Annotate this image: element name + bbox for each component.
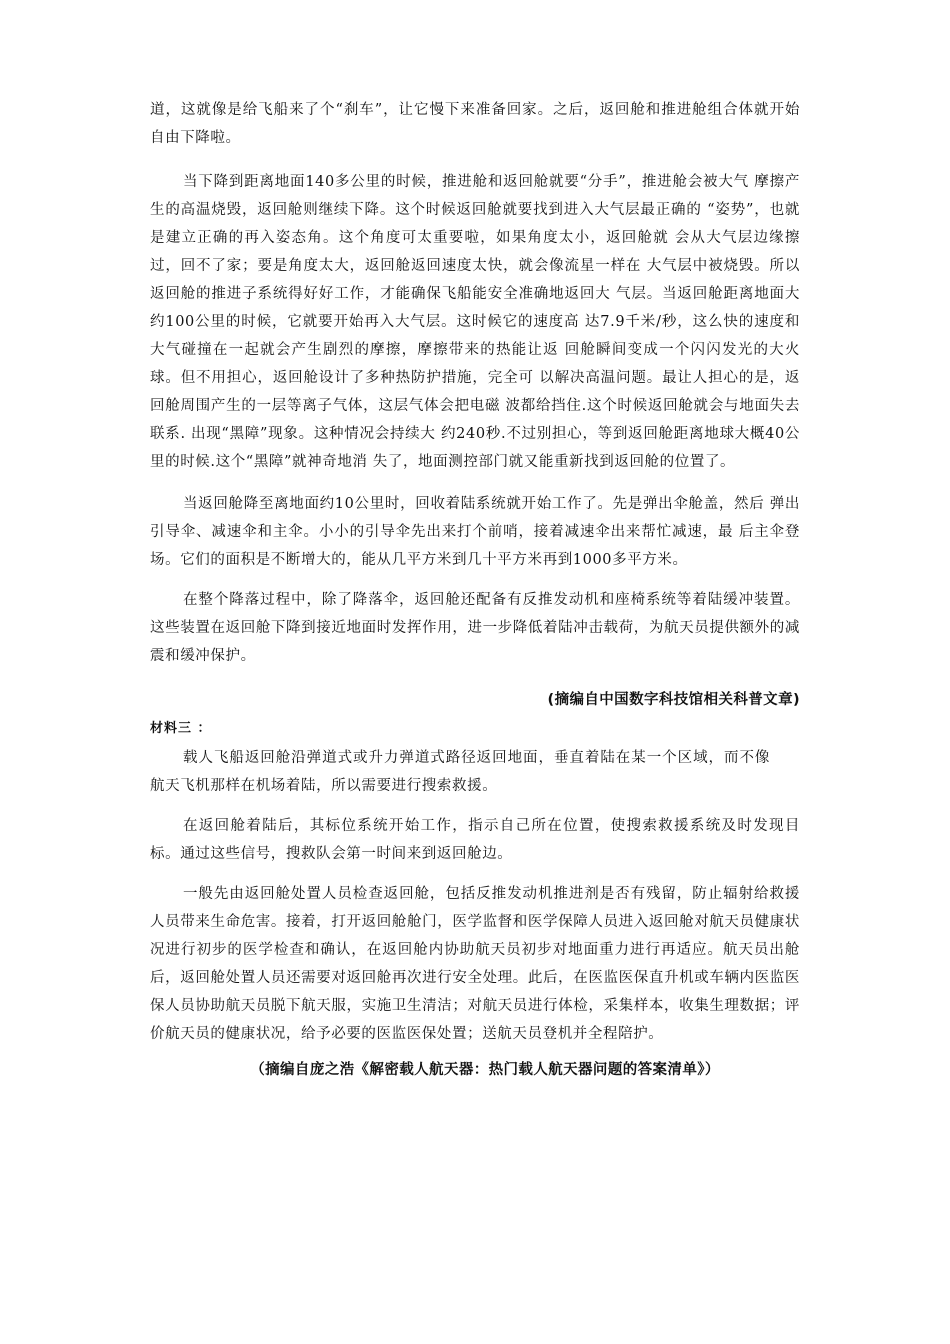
paragraph-landing-buffer: 在整个降落过程中，除了降落伞，返回舱还配备有反推发动机和座椅系统等着陆缓冲装置。这些装置在返回舱下降到接近地面时发挥作用，进一步降低着陆冲击载荷，为航天员提供额外的减震和缓冲保护。 <box>150 592 800 664</box>
material-three-heading: 材料三 ： <box>150 721 212 736</box>
paragraph-reentry: 当下降到距离地面140多公里的时候，推进舱和返回舱就要“分手”，推进舱会被大气 摩擦产生的高温烧毁，返回舱则继续下降。这个时候返回舱就要找到进入大气层最正确的 “姿势”，也就是建立正确的再入姿态角。这个角度可太重要啦，如果角度太小，返回舱就 会从大气层边缘擦过，回不了家；要是角度太大，返回舱返回速度太快，就会像流星一样在 大气层中被烧毁。所以返回舱的推进子系统得好好工作，才能确保飞船能安全准确地返回大 气层。当返回舱距离地面大约100公里的时候，它就要开始再入大气层。这时候它的速度高 达7.9千米/秒，这么快的速度和大气碰撞在一起就会产生剧烈的摩擦，摩擦带来的热能让返 回舱瞬间变成一个闪闪发光的大火球。但不用担心，返回舱设计了多种热防护措施，完全可 以解决高温问题。最让人担心的是，返回舱周围产生的一层等离子气体，这层气体会把电磁 波都给挡住.这个时候返回舱就会与地面失去联系. 出现“黑障”现象。这种情况会持续大 约240秒.不过别担心，等到返回舱距离地球大概40公里的时候.这个“黑障”就神奇地消 失了，地面测控部门就又能重新找到返回舱的位置了。 <box>150 174 800 470</box>
paragraph-parachute: 当返回舱降至离地面约10公里时，回收着陆系统就开始工作了。先是弹出伞舱盖，然后 弹出引导伞、减速伞和主伞。小小的引导伞先出来打个前哨，接着减速伞出来帮忙减速，最 后主伞登场。它们的面积是不断增大的，能从几平方米到几十平方米再到1000多平方米。 <box>150 496 800 568</box>
document-page <box>150 96 800 1084</box>
paragraph-recovery-procedure: 一般先由返回舱处置人员检查返回舱，包括反推发动机推进剂是否有残留，防止辐射给救援人员带来生命危害。接着，打开返回舱舱门，医学监督和医学保障人员进入返回舱对航天员健康状况进行初步的医学检查和确认，在返回舱内协助航天员初步对地面重力进行再适应。航天员出舱后，返回舱处置人员还需要对返回舱再次进行安全处理。此后，在医监医保直升机或车辆内医监医保人员协助航天员脱下航天服，实施卫生清洁；对航天员进行体检，采集样本，收集生理数据；评价航天员的健康状况，给予必要的医监医保处置；送航天员登机并全程陪护。 <box>150 886 800 1042</box>
paragraph-beacon: 在返回舱着陆后，其标位系统开始工作，指示自己所在位置，使搜索救援系统及时发现目标。通过这些信号，搜救队会第一时间来到返回舱边。 <box>150 818 800 862</box>
source-citation-material-three: （摘编自庞之浩《解密载人航天器：热门载人航天器问题的答案清单》） <box>250 1062 720 1078</box>
paragraph-search-rescue: 载人飞船返回舱沿弹道式或升力弹道式路径返回地面，垂直着陆在某一个区域，而不像 航天飞机那样在机场着陆，所以需要进行搜索救援。 <box>150 750 770 794</box>
source-citation-material-two: (摘编自中国数字科技馆相关科普文章) <box>547 692 800 708</box>
paragraph-continued: 道，这就像是给飞船来了个“刹车”，让它慢下来准备回家。之后，返回舱和推进舱组合体就开始自由下降啦。 <box>150 102 800 146</box>
